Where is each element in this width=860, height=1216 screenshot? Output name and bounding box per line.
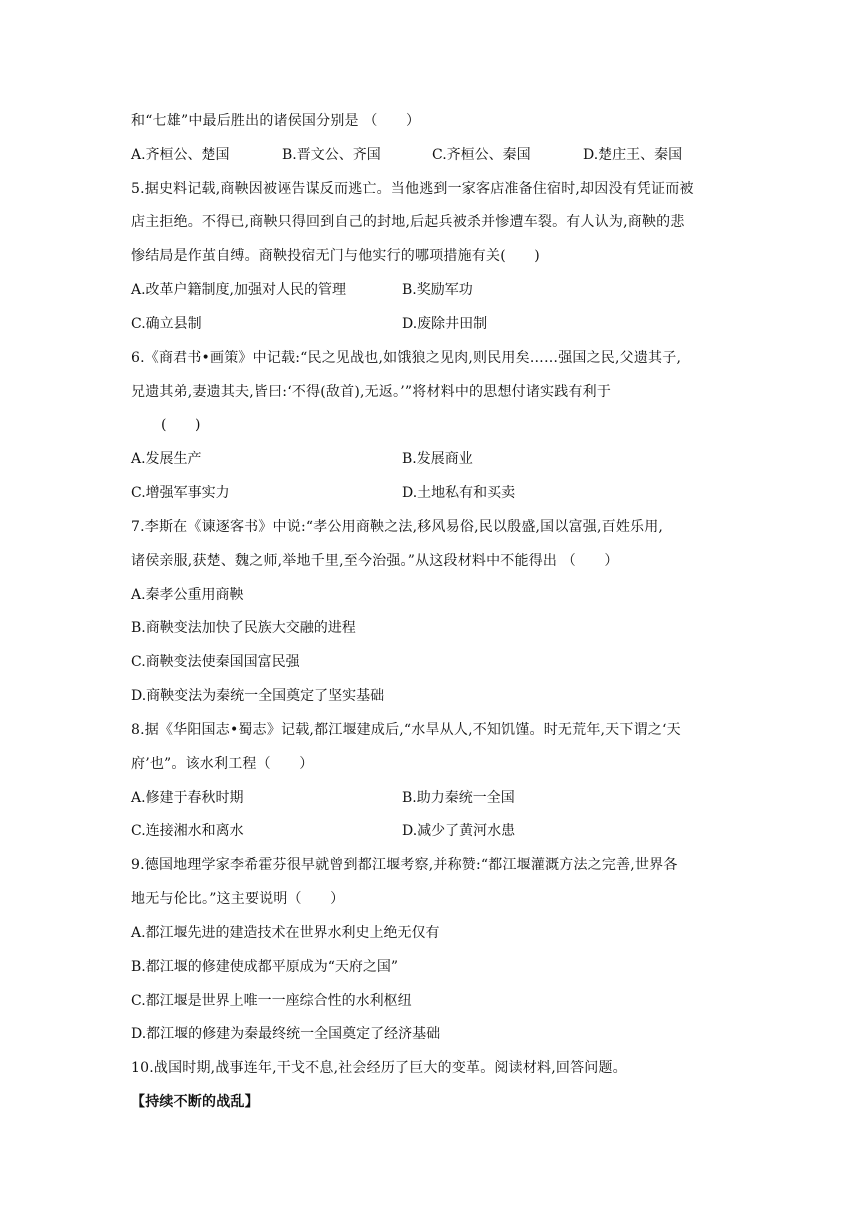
q6-option-c: C.增强军事实力 xyxy=(131,485,230,501)
q4-option-a: A.齐桓公、楚国 xyxy=(131,147,230,163)
q7-option-a: A.秦孝公重用商鞅 xyxy=(131,587,244,603)
q8-stem-line-2: 府’也”。该水利工程（ ） xyxy=(131,756,314,772)
q9-stem-line-1: 9.德国地理学家李希霍芬很早就曾到都江堰考察,并称赞:“都江堰灌溉方法之完善,世界各 xyxy=(131,857,678,873)
q4-option-d: D.楚庄王、秦国 xyxy=(583,147,683,163)
q4-option-b: B.晋文公、齐国 xyxy=(282,147,381,163)
q7-option-d: D.商鞅变法为秦统一全国奠定了坚实基础 xyxy=(131,688,385,704)
q7-stem-line-2: 诸侯亲服,获楚、魏之师,举地千里,至今治强。”从这段材料中不能得出 （ ） xyxy=(131,553,619,569)
q5-option-d: D.废除井田制 xyxy=(402,316,488,332)
q6-stem-line-2: 兄遗其弟,妻遗其夫,皆曰:‘不得(敌首),无返。’”将材料中的思想付诸实践有利于 xyxy=(131,384,612,400)
q4-option-c: C.齐桓公、秦国 xyxy=(432,147,531,163)
q6-option-d: D.土地私有和买卖 xyxy=(402,485,516,501)
q5-stem-line-2: 店主拒绝。不得已,商鞅只得回到自己的封地,后起兵被杀并惨遭车裂。有人认为,商鞅的悲 xyxy=(131,214,685,230)
q6-option-b: B.发展商业 xyxy=(402,451,473,467)
q6-option-a: A.发展生产 xyxy=(131,451,202,467)
q8-option-d: D.减少了黄河水患 xyxy=(402,823,516,839)
q4-stem: 和“七雄”中最后胜出的诸侯国分别是 （ ） xyxy=(131,113,421,129)
q5-option-a: A.改革户籍制度,加强对人民的管理 xyxy=(131,282,347,298)
q6-stem-line-1: 6.《商君书•画策》中记载:“民之见战也,如饿狼之见肉,则民用矣……强国之民,父遗其子, xyxy=(131,350,682,366)
q9-option-b: B.都江堰的修建使成都平原成为“天府之国” xyxy=(131,959,399,975)
q5-stem-line-1: 5.据史料记载,商鞅因被诬告谋反而逃亡。当他逃到一家客店准备住宿时,却因没有凭证而被 xyxy=(131,181,694,197)
q8-option-b: B.助力秦统一全国 xyxy=(402,790,515,806)
q9-option-d: D.都江堰的修建为秦最终统一全国奠定了经济基础 xyxy=(131,1026,441,1042)
q8-option-c: C.连接湘水和离水 xyxy=(131,823,244,839)
q8-option-a: A.修建于春秋时期 xyxy=(131,790,244,806)
q9-stem-line-2: 地无与伦比。”这主要说明（ ） xyxy=(131,891,345,907)
q9-option-a: A.都江堰先进的建造技术在世界水利史上绝无仅有 xyxy=(131,925,440,941)
q6-stem-line-3: ( ) xyxy=(161,417,201,433)
q7-option-b: B.商鞅变法加快了民族大交融的进程 xyxy=(131,620,356,636)
q9-option-c: C.都江堰是世界上唯一一座综合性的水利枢纽 xyxy=(131,993,412,1009)
q5-option-c: C.确立县制 xyxy=(131,316,202,332)
q8-stem-line-1: 8.据《华阳国志•蜀志》记载,都江堰建成后,“水旱从人,不知饥馑。时无荒年,天下谓之‘天 xyxy=(131,722,681,738)
q5-option-b: B.奖励军功 xyxy=(402,282,473,298)
q10-stem: 10.战国时期,战事连年,干戈不息,社会经历了巨大的变革。阅读材料,回答问题。 xyxy=(131,1060,627,1076)
q10-section-title: 【持续不断的战乱】 xyxy=(131,1094,259,1110)
q7-stem-line-1: 7.李斯在《谏逐客书》中说:“孝公用商鞅之法,移风易俗,民以殷盛,国以富强,百姓乐用, xyxy=(131,519,664,535)
q5-stem-line-3: 惨结局是作茧自缚。商鞅投宿无门与他实行的哪项措施有关( ) xyxy=(131,248,540,264)
q7-option-c: C.商鞅变法使秦国国富民强 xyxy=(131,654,300,670)
